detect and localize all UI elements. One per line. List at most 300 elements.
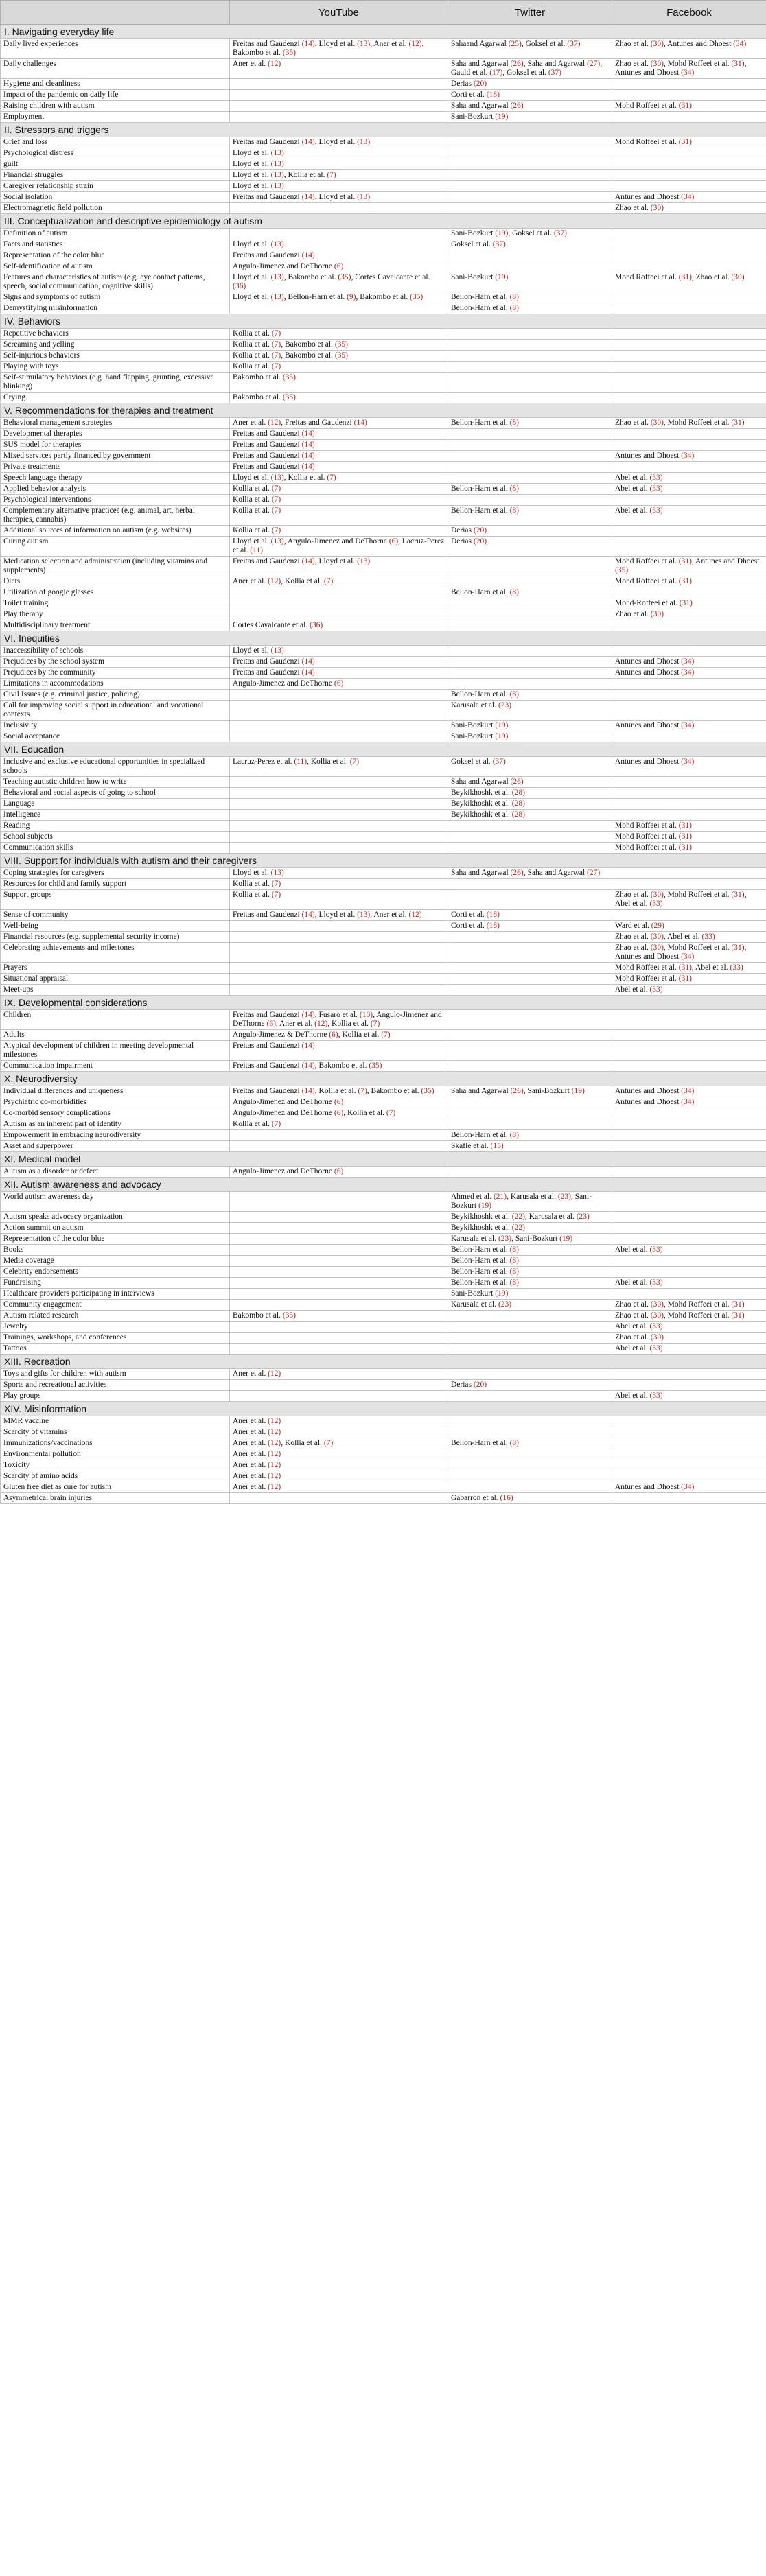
youtube-cell — [230, 963, 448, 974]
table-row — [1, 101, 766, 112]
reference-number: (12) — [408, 40, 422, 48]
facebook-cell: Zhao et al. (30) — [612, 203, 766, 214]
facebook-cell: Zhao et al. (30) — [612, 1333, 766, 1344]
twitter-cell: Sani-Bozkurt (19) — [448, 731, 612, 742]
facebook-cell: Mohd Roffeei et al. (31) — [612, 137, 766, 148]
facebook-cell: Antunes and Dhoest (34) — [612, 668, 766, 679]
facebook-cell — [612, 373, 766, 393]
section-header-row — [1, 1072, 766, 1086]
table-row — [1, 1061, 766, 1072]
youtube-cell — [230, 731, 448, 742]
facebook-cell — [612, 799, 766, 810]
twitter-cell: Bellon-Harn et al. (8) — [448, 587, 612, 598]
theme-cell: MMR vaccine — [1, 1416, 230, 1427]
reference-number: (19) — [495, 273, 509, 281]
reference-number: (37) — [492, 240, 506, 248]
youtube-cell: Lacruz-Perez et al. (11), Kollia et al. (7) — [230, 757, 448, 777]
twitter-cell — [448, 1030, 612, 1041]
facebook-cell: Mohd Roffeei et al. (31), Abel et al. (33) — [612, 963, 766, 974]
youtube-cell: Lloyd et al. (13) — [230, 159, 448, 170]
facebook-cell — [612, 462, 766, 473]
theme-cell: Empowerment in embracing neurodiversity — [1, 1130, 230, 1141]
table-row — [1, 701, 766, 721]
twitter-cell — [448, 1482, 612, 1493]
youtube-cell — [230, 598, 448, 609]
table-row — [1, 598, 766, 609]
facebook-cell — [612, 731, 766, 742]
theme-cell: SUS model for therapies — [1, 440, 230, 451]
facebook-cell — [612, 1256, 766, 1267]
table-row — [1, 39, 766, 59]
theme-cell: Self-identification of autism — [1, 261, 230, 272]
youtube-cell: Lloyd et al. (13), Angulo-Jimenez and DeThorne (6), Lacruz-Perez et al. (11) — [230, 537, 448, 557]
reference-number: (27) — [587, 869, 601, 877]
youtube-cell: Kollia et al. (7) — [230, 1119, 448, 1130]
twitter-cell — [448, 159, 612, 170]
twitter-cell: Sani-Bozkurt (19) — [448, 1289, 612, 1300]
youtube-cell: Freitas and Gaudenzi (14), Lloyd et al. (13) — [230, 192, 448, 203]
reference-number: (19) — [495, 229, 509, 237]
section-title: XIII. Recreation — [1, 1355, 766, 1369]
reference-number: (34) — [681, 452, 695, 460]
theme-cell: Speech language therapy — [1, 473, 230, 484]
theme-cell: Communication impairment — [1, 1061, 230, 1072]
facebook-cell — [612, 1380, 766, 1391]
youtube-cell: Angulo-Jimenez and DeThorne (6) — [230, 1097, 448, 1108]
reference-number: (20) — [473, 1381, 487, 1389]
facebook-cell — [612, 239, 766, 250]
theme-cell: Impact of the pandemic on daily life — [1, 90, 230, 101]
section-title: I. Navigating everyday life — [1, 25, 766, 39]
reference-number: (6) — [334, 262, 344, 270]
twitter-cell: Beykikhoshk et al. (28) — [448, 788, 612, 799]
facebook-cell — [612, 159, 766, 170]
facebook-cell — [612, 1108, 766, 1119]
reference-number: (14) — [353, 419, 367, 427]
reference-number: (19) — [559, 1234, 573, 1243]
youtube-cell — [230, 1278, 448, 1289]
twitter-cell — [448, 598, 612, 609]
reference-number: (7) — [327, 473, 336, 482]
reference-number: (19) — [495, 721, 509, 729]
theme-cell: Media coverage — [1, 1256, 230, 1267]
theme-cell: Civil Issues (e.g. criminal justice, policing) — [1, 690, 230, 701]
table-row — [1, 79, 766, 90]
theme-cell: Well-being — [1, 921, 230, 932]
theme-cell: Screaming and yelling — [1, 340, 230, 351]
reference-number: (7) — [271, 1120, 281, 1128]
reference-number: (36) — [310, 621, 323, 629]
facebook-cell: Antunes and Dhoest (34) — [612, 757, 766, 777]
table-row — [1, 587, 766, 598]
reference-number: (12) — [268, 1439, 281, 1447]
facebook-cell: Zhao et al. (30), Mohd Roffeei et al. (31), Antunes and Dhoest (34) — [612, 943, 766, 963]
facebook-cell: Mohd Roffeei et al. (31) — [612, 576, 766, 587]
reference-number: (19) — [571, 1087, 585, 1095]
reference-number: (8) — [509, 484, 520, 493]
theme-cell: Fundraising — [1, 1278, 230, 1289]
header-youtube: YouTube — [230, 1, 448, 25]
table-row — [1, 429, 766, 440]
reference-number: (33) — [701, 933, 715, 941]
table-row — [1, 495, 766, 506]
section-header-row — [1, 214, 766, 229]
twitter-cell — [448, 1427, 612, 1438]
youtube-cell: Aner et al. (12), Kollia et al. (7) — [230, 1438, 448, 1449]
twitter-cell: Saha and Agarwal (26) — [448, 101, 612, 112]
reference-number: (7) — [386, 1109, 396, 1117]
reference-number: (12) — [314, 1020, 328, 1028]
reference-number: (14) — [301, 251, 315, 259]
table-row — [1, 303, 766, 314]
twitter-cell: Bellon-Harn et al. (8) — [448, 484, 612, 495]
youtube-cell — [230, 1130, 448, 1141]
youtube-cell: Kollia et al. (7) — [230, 495, 448, 506]
reference-number: (9) — [347, 293, 356, 301]
reference-number: (20) — [473, 526, 487, 535]
youtube-cell: Angulo-Jimenez and DeThorne (6) — [230, 1167, 448, 1178]
reference-number: (35) — [338, 273, 351, 281]
theme-cell: Applied behavior analysis — [1, 484, 230, 495]
twitter-cell: Goksel et al. (37) — [448, 239, 612, 250]
theme-cell: Teaching autistic children how to write — [1, 777, 230, 788]
reference-number: (31) — [679, 599, 693, 607]
youtube-cell: Lloyd et al. (13), Kollia et al. (7) — [230, 170, 448, 181]
facebook-cell — [612, 879, 766, 890]
twitter-cell — [448, 657, 612, 668]
twitter-cell — [448, 351, 612, 362]
reference-number: (33) — [730, 963, 743, 972]
twitter-cell — [448, 170, 612, 181]
youtube-cell — [230, 101, 448, 112]
theme-cell: World autism awareness day — [1, 1192, 230, 1212]
youtube-cell: Bakombo et al. (35) — [230, 393, 448, 403]
section-title: XI. Medical model — [1, 1152, 766, 1167]
twitter-cell: Saha and Agarwal (26), Saha and Agarwal (27), Gauld et al. (17), Goksel et al. (37) — [448, 59, 612, 79]
reference-number: (13) — [270, 293, 284, 301]
youtube-cell — [230, 1380, 448, 1391]
reference-number: (7) — [358, 1087, 367, 1095]
reference-number: (8) — [509, 690, 520, 699]
twitter-cell — [448, 340, 612, 351]
theme-cell: Toxicity — [1, 1460, 230, 1471]
reference-number: (8) — [509, 1256, 520, 1265]
facebook-cell: Mohd Roffeei et al. (31) — [612, 843, 766, 854]
table-row — [1, 203, 766, 214]
youtube-cell: Freitas and Gaudenzi (14) — [230, 250, 448, 261]
twitter-cell — [448, 429, 612, 440]
theme-cell: Autism related research — [1, 1311, 230, 1322]
reference-number: (31) — [678, 821, 692, 830]
facebook-cell — [612, 868, 766, 879]
table-row — [1, 1449, 766, 1460]
table-row — [1, 272, 766, 292]
table-row — [1, 1311, 766, 1322]
theme-cell: Behavioral and social aspects of going to school — [1, 788, 230, 799]
reference-number: (30) — [650, 610, 664, 618]
reference-number: (14) — [301, 138, 315, 146]
reference-number: (31) — [678, 832, 692, 841]
theme-cell: Autism as a disorder or defect — [1, 1167, 230, 1178]
facebook-cell: Mohd Roffeei et al. (31), Zhao et al. (30) — [612, 272, 766, 292]
twitter-cell — [448, 203, 612, 214]
theme-cell: Intelligence — [1, 810, 230, 821]
facebook-cell: Antunes and Dhoest (34) — [612, 1097, 766, 1108]
twitter-cell — [448, 943, 612, 963]
reference-number: (18) — [486, 922, 500, 930]
table-row — [1, 1245, 766, 1256]
reference-number: (30) — [650, 419, 664, 427]
reference-number: (28) — [511, 788, 525, 797]
facebook-cell — [612, 526, 766, 537]
youtube-cell: Kollia et al. (7) — [230, 526, 448, 537]
theme-cell: Curing autism — [1, 537, 230, 557]
reference-number: (14) — [301, 668, 315, 677]
reference-number: (28) — [511, 799, 525, 808]
reference-number: (12) — [268, 419, 281, 427]
table-row — [1, 646, 766, 657]
theme-cell: Features and characteristics of autism (e.g. eye contact patterns, speech, social communication, cognitive skills) — [1, 272, 230, 292]
reference-number: (14) — [301, 462, 315, 471]
youtube-cell: Lloyd et al. (13) — [230, 148, 448, 159]
reference-number: (14) — [301, 1011, 315, 1019]
reference-number: (33) — [649, 985, 663, 994]
reference-number: (7) — [271, 351, 281, 360]
youtube-cell — [230, 701, 448, 721]
twitter-cell — [448, 679, 612, 690]
reference-number: (31) — [678, 974, 692, 983]
section-title: XIV. Misinformation — [1, 1402, 766, 1416]
youtube-cell: Kollia et al. (7), Bakombo et al. (35) — [230, 351, 448, 362]
facebook-cell — [612, 292, 766, 303]
theme-cell: Signs and symptoms of autism — [1, 292, 230, 303]
twitter-cell: Skafle et al. (15) — [448, 1141, 612, 1152]
table-row — [1, 340, 766, 351]
youtube-cell: Lloyd et al. (13) — [230, 646, 448, 657]
theme-cell: Tattoos — [1, 1344, 230, 1355]
reference-number: (34) — [681, 1098, 695, 1106]
youtube-cell — [230, 821, 448, 832]
theme-cell: Scarcity of amino acids — [1, 1471, 230, 1482]
reference-number: (19) — [495, 732, 509, 740]
table-body — [1, 25, 766, 1504]
theme-cell: Psychiatric co-morbidities — [1, 1097, 230, 1108]
twitter-cell — [448, 1471, 612, 1482]
reference-number: (8) — [509, 293, 520, 301]
theme-cell: Representation of the color blue — [1, 1234, 230, 1245]
twitter-cell — [448, 1391, 612, 1402]
reference-number: (34) — [681, 1483, 695, 1491]
twitter-cell — [448, 1460, 612, 1471]
reference-number: (7) — [271, 340, 281, 349]
twitter-cell — [448, 879, 612, 890]
facebook-cell: Zhao et al. (30), Mohd Roffeei et al. (31) — [612, 1311, 766, 1322]
reference-number: (13) — [357, 40, 371, 48]
theme-cell: Co-morbid sensory complications — [1, 1108, 230, 1119]
theme-cell: Action summit on autism — [1, 1223, 230, 1234]
reference-number: (8) — [509, 1267, 520, 1276]
table-row — [1, 148, 766, 159]
theme-cell: Trainings, workshops, and conferences — [1, 1333, 230, 1344]
reference-number: (13) — [270, 537, 284, 546]
table-row — [1, 170, 766, 181]
twitter-cell — [448, 1311, 612, 1322]
facebook-cell: Antunes and Dhoest (34) — [612, 1086, 766, 1097]
reference-number: (8) — [509, 1439, 520, 1447]
twitter-cell: Saha and Agarwal (26) — [448, 777, 612, 788]
youtube-cell: Lloyd et al. (13), Kollia et al. (7) — [230, 473, 448, 484]
twitter-cell: Beykikhoshk et al. (22), Karusala et al. (23) — [448, 1212, 612, 1223]
twitter-cell — [448, 576, 612, 587]
theme-cell: Atypical development of children in meeting developmental milestones — [1, 1041, 230, 1061]
twitter-cell: Beykikhoshk et al. (28) — [448, 799, 612, 810]
facebook-cell — [612, 250, 766, 261]
theme-cell: Developmental therapies — [1, 429, 230, 440]
table-row — [1, 557, 766, 576]
youtube-cell: Kollia et al. (7), Bakombo et al. (35) — [230, 340, 448, 351]
youtube-cell: Angulo-Jimenez & DeThorne (6), Kollia et al. (7) — [230, 1030, 448, 1041]
table-row — [1, 137, 766, 148]
twitter-cell — [448, 1344, 612, 1355]
youtube-cell: Lloyd et al. (13), Bakombo et al. (35), Cortes Cavalcante et al. (36) — [230, 272, 448, 292]
youtube-cell: Kollia et al. (7) — [230, 506, 448, 526]
youtube-cell: Lloyd et al. (13) — [230, 868, 448, 879]
twitter-cell: Bellon-Harn et al. (8) — [448, 1245, 612, 1256]
youtube-cell: Bakombo et al. (35) — [230, 373, 448, 393]
table-row — [1, 1416, 766, 1427]
youtube-cell: Freitas and Gaudenzi (14), Fusaro et al. (10), Angulo-Jimenez and DeThorne (6), Aner et al. (12), Kollia et al. (7) — [230, 1010, 448, 1030]
table-row — [1, 1141, 766, 1152]
theme-cell: Jewelry — [1, 1322, 230, 1333]
youtube-cell — [230, 932, 448, 943]
theme-cell: guilt — [1, 159, 230, 170]
reference-number: (25) — [508, 40, 522, 48]
reference-number: (13) — [270, 160, 284, 168]
reference-number: (34) — [681, 952, 695, 961]
facebook-cell: Mohd-Roffeei et al. (31) — [612, 598, 766, 609]
twitter-cell: Bellon-Harn et al. (8) — [448, 292, 612, 303]
youtube-cell — [230, 1344, 448, 1355]
table-row — [1, 1344, 766, 1355]
reference-number: (13) — [270, 473, 284, 482]
twitter-cell: Karusala et al. (23) — [448, 701, 612, 721]
table-row — [1, 440, 766, 451]
table-row — [1, 1086, 766, 1097]
facebook-cell — [612, 1041, 766, 1061]
twitter-cell: Corti et al. (18) — [448, 921, 612, 932]
theme-cell: Grief and loss — [1, 137, 230, 148]
table-row — [1, 757, 766, 777]
twitter-cell — [448, 1369, 612, 1380]
twitter-cell — [448, 609, 612, 620]
twitter-cell — [448, 646, 612, 657]
facebook-cell — [612, 79, 766, 90]
reference-number: (16) — [500, 1494, 513, 1502]
facebook-cell: Mohd Roffeei et al. (31) — [612, 974, 766, 985]
twitter-cell — [448, 137, 612, 148]
table-row — [1, 292, 766, 303]
table-row — [1, 1438, 766, 1449]
reference-number: (13) — [357, 138, 371, 146]
theme-cell: Mixed services partly financed by government — [1, 451, 230, 462]
twitter-cell — [448, 393, 612, 403]
youtube-cell: Freitas and Gaudenzi (14) — [230, 462, 448, 473]
table-row — [1, 576, 766, 587]
youtube-cell: Freitas and Gaudenzi (14), Bakombo et al. (35) — [230, 1061, 448, 1072]
table-row — [1, 799, 766, 810]
youtube-cell: Freitas and Gaudenzi (14) — [230, 657, 448, 668]
theme-cell: Hygiene and cleanliness — [1, 79, 230, 90]
youtube-cell — [230, 112, 448, 123]
facebook-cell: Abel et al. (33) — [612, 506, 766, 526]
table-row — [1, 473, 766, 484]
reference-number: (33) — [649, 484, 663, 493]
facebook-cell — [612, 1061, 766, 1072]
reference-number: (30) — [650, 1300, 664, 1309]
twitter-cell — [448, 832, 612, 843]
twitter-cell — [448, 1061, 612, 1072]
youtube-cell: Freitas and Gaudenzi (14), Lloyd et al. (13) — [230, 557, 448, 576]
section-title: II. Stressors and triggers — [1, 123, 766, 137]
twitter-cell — [448, 1167, 612, 1178]
facebook-cell — [612, 90, 766, 101]
reference-number: (21) — [493, 1193, 507, 1201]
table-row — [1, 974, 766, 985]
theme-cell: Playing with toys — [1, 362, 230, 373]
twitter-cell — [448, 1108, 612, 1119]
facebook-cell — [612, 229, 766, 239]
table-row — [1, 890, 766, 910]
facebook-cell — [612, 1223, 766, 1234]
reference-number: (35) — [282, 373, 296, 382]
table-row — [1, 963, 766, 974]
youtube-cell — [230, 1141, 448, 1152]
reference-number: (8) — [509, 304, 520, 312]
theme-cell: Inclusive and exclusive educational opportunities in specialized schools — [1, 757, 230, 777]
reference-number: (8) — [509, 1131, 520, 1139]
twitter-cell: Bellon-Harn et al. (8) — [448, 1256, 612, 1267]
header-facebook: Facebook — [612, 1, 766, 25]
twitter-cell: Derias (20) — [448, 1380, 612, 1391]
youtube-cell — [230, 1493, 448, 1504]
facebook-cell: Antunes and Dhoest (34) — [612, 721, 766, 731]
youtube-cell: Freitas and Gaudenzi (14), Lloyd et al. (13), Aner et al. (12) — [230, 910, 448, 921]
reference-number: (12) — [268, 1417, 281, 1425]
twitter-cell — [448, 250, 612, 261]
theme-cell: Electromagnetic field pollution — [1, 203, 230, 214]
twitter-cell: Sahaand Agarwal (25), Goksel et al. (37) — [448, 39, 612, 59]
facebook-cell — [612, 1267, 766, 1278]
theme-cell: Psychological distress — [1, 148, 230, 159]
table-row — [1, 1369, 766, 1380]
theme-cell: Toilet training — [1, 598, 230, 609]
theme-cell: Books — [1, 1245, 230, 1256]
table-row — [1, 1223, 766, 1234]
reference-number: (13) — [270, 646, 284, 655]
reference-number: (31) — [731, 944, 745, 952]
theme-cell: Facts and statistics — [1, 239, 230, 250]
twitter-cell — [448, 495, 612, 506]
table-row — [1, 181, 766, 192]
theme-cell: Inaccessibility of schools — [1, 646, 230, 657]
theme-cell: Immunizations/vaccinations — [1, 1438, 230, 1449]
twitter-cell: Goksel et al. (37) — [448, 757, 612, 777]
youtube-cell: Freitas and Gaudenzi (14) — [230, 1041, 448, 1061]
twitter-cell — [448, 620, 612, 631]
youtube-cell: Freitas and Gaudenzi (14) — [230, 440, 448, 451]
youtube-cell: Aner et al. (12) — [230, 1482, 448, 1493]
twitter-cell: Saha and Agarwal (26), Saha and Agarwal (27) — [448, 868, 612, 879]
